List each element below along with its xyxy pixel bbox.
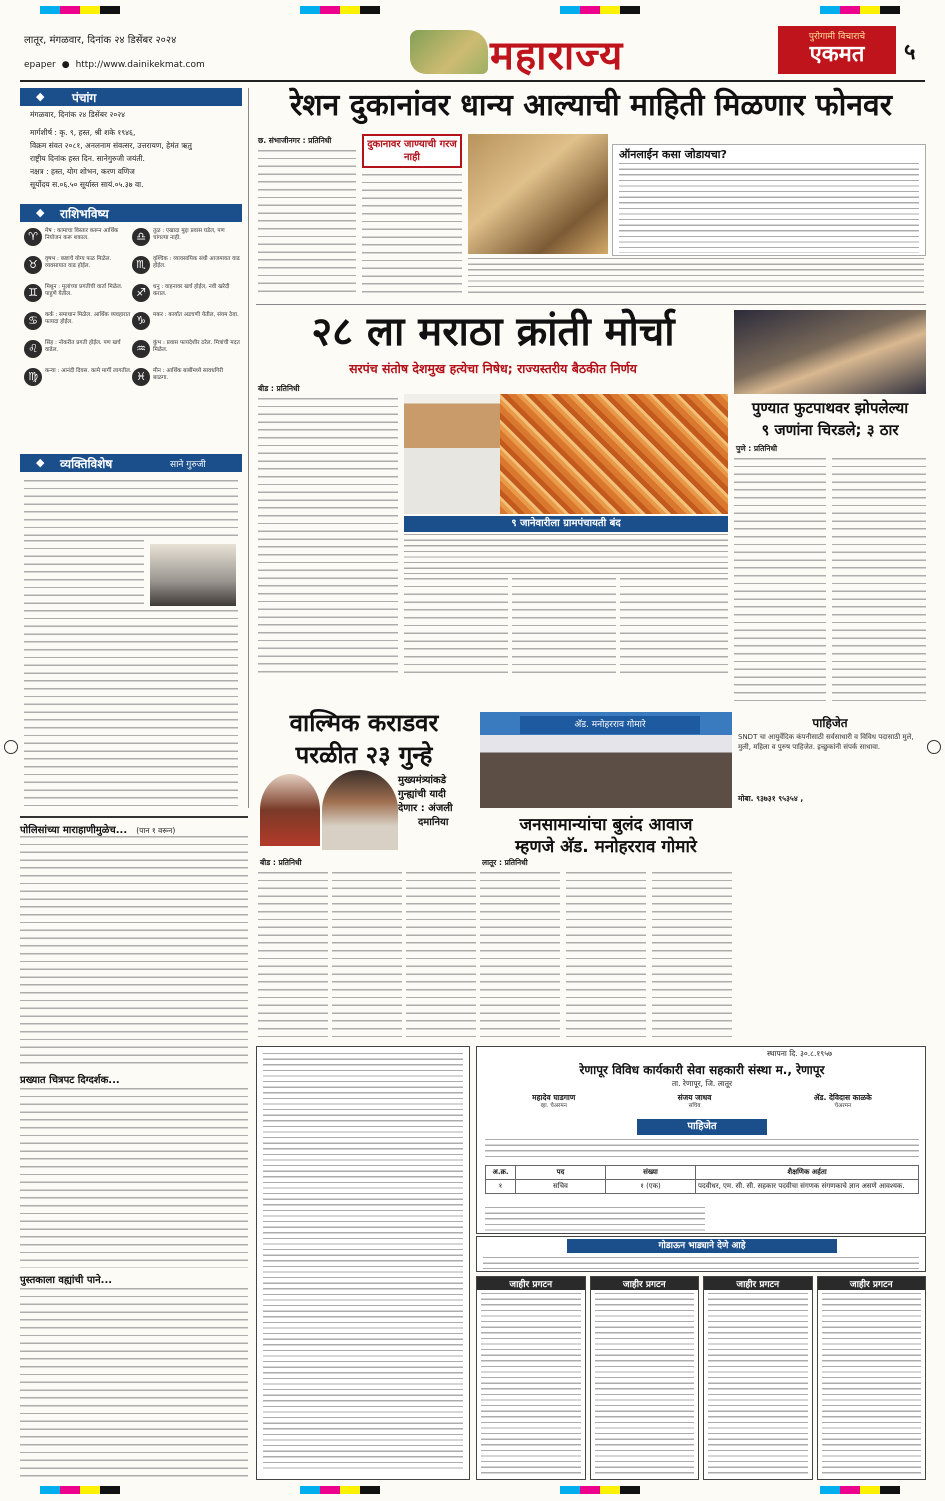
virgo-icon: ♍ (24, 368, 42, 386)
brand-tagline: पुरोगामी विचाराचे (808, 32, 866, 42)
caption-bar (404, 516, 728, 532)
govt-notice (256, 1046, 470, 1480)
sane-guruji-photo (150, 544, 236, 606)
notice-heading: जाहीर प्रगटन (591, 1277, 699, 1290)
valmik-side-3: देणार : अंजली (398, 803, 453, 814)
panchang-date: मंगळवार, दिनांक २४ डिसेंबर २०२४ (30, 110, 126, 119)
rashi-item: ♓ मीन : आर्थिक बाबींमध्ये सावधगिरी बाळगा. (132, 368, 240, 395)
renapur-wanted: पाहिजेत (687, 1121, 717, 1132)
valmik-side-4: दमानिया (418, 817, 449, 828)
panchang-line: राष्ट्रीय दिनांक हस्त दिन. सानेगुरुजी जयंती. (30, 154, 145, 163)
library-body (20, 1288, 248, 1478)
table-cell: पदवीधर, एम. सी. सी. सहकार पदवीचा संगणक संगणकाचे ज्ञान असणे आवश्यक. (696, 1180, 919, 1194)
rashi-header (20, 204, 242, 222)
epaper-label: epaper (24, 60, 56, 70)
renapur-wanted-bar (637, 1119, 767, 1135)
masthead-rule (20, 80, 925, 82)
table-cell: १ (486, 1180, 516, 1194)
wanted-ad (734, 714, 926, 844)
officer-name: संजय जाधव (677, 1093, 712, 1102)
police-heading-box (20, 816, 248, 836)
godown-bar-fill (567, 1239, 837, 1253)
capricorn-icon: ♑ (132, 312, 150, 330)
public-notices (476, 1276, 926, 1480)
registration-mark (4, 740, 18, 754)
rashi-item: ♎ तुळ : एखादा मुद्दा प्रवास घडेल, पण चांगल्या नाही. (132, 228, 240, 255)
rashi-item: ♒ कुंभ : प्रवास फायदेशीर ठरेल. मित्रांची मदत मिळेल. (132, 340, 240, 367)
notice-heading: जाहीर प्रगटन (477, 1277, 585, 1290)
gomare-byline: लातूर : प्रतिनिधी (482, 858, 528, 867)
notice-body (595, 1293, 695, 1475)
page-number: ५ (904, 40, 916, 65)
police-heading: पोलिसांच्या माराहाणीमुळेच... (20, 825, 128, 836)
maratha-body (512, 578, 616, 676)
color-bar-bottom (40, 1486, 900, 1498)
film-heading: प्रख्यात चित्रपट दिग्दर्शक... (20, 1075, 120, 1086)
registration-mark (927, 740, 941, 754)
panchang-title: पंचांग (72, 91, 97, 105)
notice-heading: जाहीर प्रगटन (704, 1277, 812, 1290)
lead-kicker: दुकानावर जाण्याची गरज नाही (367, 139, 457, 163)
taurus-icon: ♉ (24, 256, 42, 274)
pune-body (832, 458, 926, 704)
renapur-est: स्थापना दि. ३०.८.१९५७ (767, 1049, 833, 1058)
wanted-text: SNDT चा आयुर्वेदिक कंपनीसाठी सर्वसाधारी व विविध पदासाठी मुले, मुली, महिला व पुरुष पाहिजेत. इच्छुकांनी संपर्क साधावा. (738, 733, 914, 751)
valmik-headline-1: वाल्मिक कराडवर (289, 709, 439, 737)
lead-headline: रेशन दुकानांवर धान्य आल्याची माहिती मिळणार फोनवर (290, 88, 892, 123)
panchang-line: विक्रम संवत २०८१, अनलनाम संवत्सर, उत्तरायण, हेमंत ऋतु (30, 141, 192, 150)
officer-name: ॲड. देविदास काळके (813, 1093, 872, 1102)
vyakti-header (20, 454, 242, 472)
lead-kicker-box (362, 134, 462, 168)
pune-byline: पुणे : प्रतिनिधी (736, 444, 778, 453)
renapur-title: रेणापूर विविध कार्यकारी सेवा सहकारी संस्था म., रेणापूर (579, 1063, 825, 1077)
gomare-headline-1: जनसामान्यांचा बुलंद आवाज (519, 815, 693, 835)
table-header: संख्या (606, 1166, 696, 1180)
vyakti-body (24, 610, 238, 806)
vyakti-body (24, 540, 144, 606)
gomare-story (480, 712, 732, 1042)
police-cont: (पान १ वरून) (136, 826, 176, 835)
gomare-body (566, 872, 646, 1040)
valmik-body (406, 872, 476, 1042)
panchang-line: नक्षत्र : हस्त, योग शोभन, करण वणिज (30, 167, 135, 176)
rashi-item: ♐ धनु : वाहनावर खर्च होईल, नवी खरेदी कराल. (132, 284, 240, 311)
aquarius-icon: ♒ (132, 340, 150, 358)
rashi-item: ♏ वृश्चिक : व्यावसायिक संधी आजमावत वाढ होईल. (132, 256, 240, 283)
renapur-ad (476, 1046, 926, 1234)
gomare-body (480, 872, 560, 1040)
rashi-item: ♊ मिथुन : मुलांच्या प्रगतीची वार्ता मिळेल. पाहुणे येतील. (24, 284, 132, 311)
renapur-footer-text (485, 1207, 705, 1233)
renapur-table (485, 1165, 919, 1194)
rashi-title: राशिभविष्य (60, 207, 109, 221)
gomare-body (652, 872, 732, 1040)
godown-bar (476, 1236, 926, 1272)
officer-role: व्हा. चेअरमन (540, 1103, 567, 1109)
lead-body (362, 174, 462, 296)
gemini-icon: ♊ (24, 284, 42, 302)
library-heading: पुस्तकाला वह्यांची पाने... (20, 1275, 113, 1286)
online-head: ऑनलाईन कसा जोडायचा? (619, 148, 727, 161)
wanted-title: पाहिजेत (812, 716, 848, 730)
officer-role: सचिव (688, 1103, 701, 1109)
notice-column (817, 1276, 927, 1480)
leo-icon: ♌ (24, 340, 42, 358)
notice-body (822, 1293, 922, 1475)
officer-role: चेअरमन (834, 1103, 852, 1109)
maratha-body (258, 398, 398, 676)
online-body (619, 163, 919, 253)
online-box (612, 144, 926, 256)
deshmukh-portrait (404, 394, 500, 514)
pune-headline-1: पुण्यात फुटपाथवर झोपलेल्या (751, 399, 909, 417)
panchang-icon: ◆ (36, 90, 45, 103)
morcha-crowd-photo (500, 394, 728, 514)
valmik-headline-2: परळीत २३ गुन्हे (295, 741, 433, 769)
rashi-item: ♍ कन्या : आनंदी दिवस. कामे मार्गी लागतील. (24, 368, 132, 395)
officer-name: महादेव घाडगाण (532, 1093, 576, 1102)
left-col-divider (248, 88, 249, 808)
rashi-item: ♈ मेष : कामाचा विस्तार करून आर्थिक नियोजन करू शकाल. (24, 228, 132, 255)
panchang-line: मार्गशीर्ष : कृ. ९, हस्त, श्री शके १९४६, (30, 128, 136, 137)
accident-photo (734, 310, 926, 394)
pune-body (734, 458, 826, 704)
renapur-officers (481, 1093, 923, 1110)
table-cell: सचिव (516, 1180, 606, 1194)
valmik-side-1: मुख्यमंत्र्यांकडे (398, 775, 447, 786)
section-title: महाराज्य (490, 33, 624, 79)
maratha-subhead: सरपंच संतोष देशमुख हत्येचा निषेध; राज्यस्तरीय बैठकीत निर्णय (349, 361, 637, 376)
rashi-icon: ◆ (36, 206, 45, 219)
panchang-header (20, 88, 242, 106)
gomare-headline-2: म्हणजे अ‍ॅड. मनोहरराव गोमारे (515, 837, 697, 857)
table-header: शैक्षणिक अर्हता (696, 1166, 919, 1180)
left-column (20, 88, 242, 808)
table-header: पद (516, 1166, 606, 1180)
lead-story (256, 86, 926, 300)
maratha-photo-caption: ९ जानेवारीला ग्रामपंचायती बंद (511, 518, 621, 529)
lead-byline: छ. संभाजीनगर : प्रतिनिधी (258, 136, 332, 145)
panchang-line: सूर्योदय स.०६.५० सूर्यास्त सायं.०५.३७ वा. (30, 180, 144, 189)
valmik-body (332, 872, 402, 1042)
table-row (486, 1180, 919, 1194)
grain-sacks-photo (468, 134, 608, 254)
maratha-story (256, 306, 730, 678)
maratha-headline: २८ ला मराठा क्रांती मोर्चा (311, 309, 675, 355)
rashi-item: ♋ कर्क : समाधान मिळेल. आर्थिक व्यवहारात फायदा होईल. (24, 312, 132, 339)
epaper-line (24, 60, 205, 70)
libra-icon: ♎ (132, 228, 150, 246)
table-header: अ.क्र. (486, 1166, 516, 1180)
table-header-row (486, 1166, 919, 1180)
epaper-url[interactable]: http://www.dainikekmat.com (75, 60, 205, 70)
valmik-body (258, 872, 328, 1042)
color-bar-top (40, 6, 900, 18)
notice-body (708, 1293, 808, 1475)
renapur-intro (485, 1139, 919, 1161)
notice-heading: जाहीर प्रगटन (818, 1277, 926, 1290)
table-cell: १ (एक) (606, 1180, 696, 1194)
notice-column (703, 1276, 813, 1480)
godown-title: गोडाऊन भाड्याने देणे आहे (658, 1241, 746, 1251)
rashi-item: ♉ वृषभ : कष्टाचे योग्य फळ मिळेल. व्यवसायात वाढ होईल. (24, 256, 132, 283)
sagittarius-icon: ♐ (132, 284, 150, 302)
notice-column (476, 1276, 586, 1480)
film-body (20, 1088, 248, 1268)
maratha-body (620, 578, 728, 676)
cancer-icon: ♋ (24, 312, 42, 330)
vyakti-title: व्यक्तिविशेष (60, 457, 113, 471)
valmik-karad-photo (322, 770, 398, 850)
pune-headline-2: ९ जणांना चिरडले; ३ ठार (761, 421, 899, 439)
pisces-icon: ♓ (132, 368, 150, 386)
rashi-grid (24, 228, 240, 395)
police-story (20, 816, 248, 1480)
vyakti-name: साने गुरुजी (170, 460, 206, 470)
brand-box (778, 26, 896, 74)
notice-column (590, 1276, 700, 1480)
renapur-subtitle: ता. रेणापूर, जि. लातूर (671, 1079, 733, 1088)
valmik-side-2: गुन्ह्यांची यादी (398, 789, 446, 800)
anjali-damania-photo (260, 774, 320, 846)
dateline: लातूर, मंगळवार, दिनांक २४ डिसेंबर २०२४ (24, 35, 177, 46)
vyakti-icon: ◆ (36, 456, 45, 469)
valmik-side (398, 772, 478, 858)
brand-name: एकमत (809, 42, 865, 67)
vyakti-body (24, 480, 238, 540)
rashi-item: ♑ मकर : कार्यात अडचणी येतील, संयम ठेवा. (132, 312, 240, 339)
caption-body (404, 534, 728, 574)
map-graphic (410, 30, 488, 74)
maratha-body (404, 578, 508, 676)
police-body (20, 836, 248, 1068)
gomare-banner-text: अ‍ॅड. मनोहरराव गोमारे (574, 720, 646, 730)
valmik-byline: बीड : प्रतिनिधी (260, 858, 302, 867)
lead-body (258, 150, 356, 296)
notice-body (481, 1293, 581, 1475)
scorpio-icon: ♏ (132, 256, 150, 274)
lead-body-wide (468, 258, 924, 296)
govt-notice-body (263, 1053, 463, 1473)
wanted-phone: मोबा. ९३७३१ ९५३५४ , (738, 794, 804, 803)
gomare-banner (520, 716, 700, 734)
panchang-lines (30, 128, 240, 193)
divider (256, 304, 926, 305)
rashi-item: ♌ सिंह : नोकरीत प्रगती होईल. पण खर्च वाढेल. (24, 340, 132, 367)
godown-text (483, 1257, 919, 1269)
globe-icon: ● (61, 60, 70, 70)
aries-icon: ♈ (24, 228, 42, 246)
pune-story (734, 310, 926, 706)
maratha-byline: बीड : प्रतिनिधी (258, 384, 300, 393)
